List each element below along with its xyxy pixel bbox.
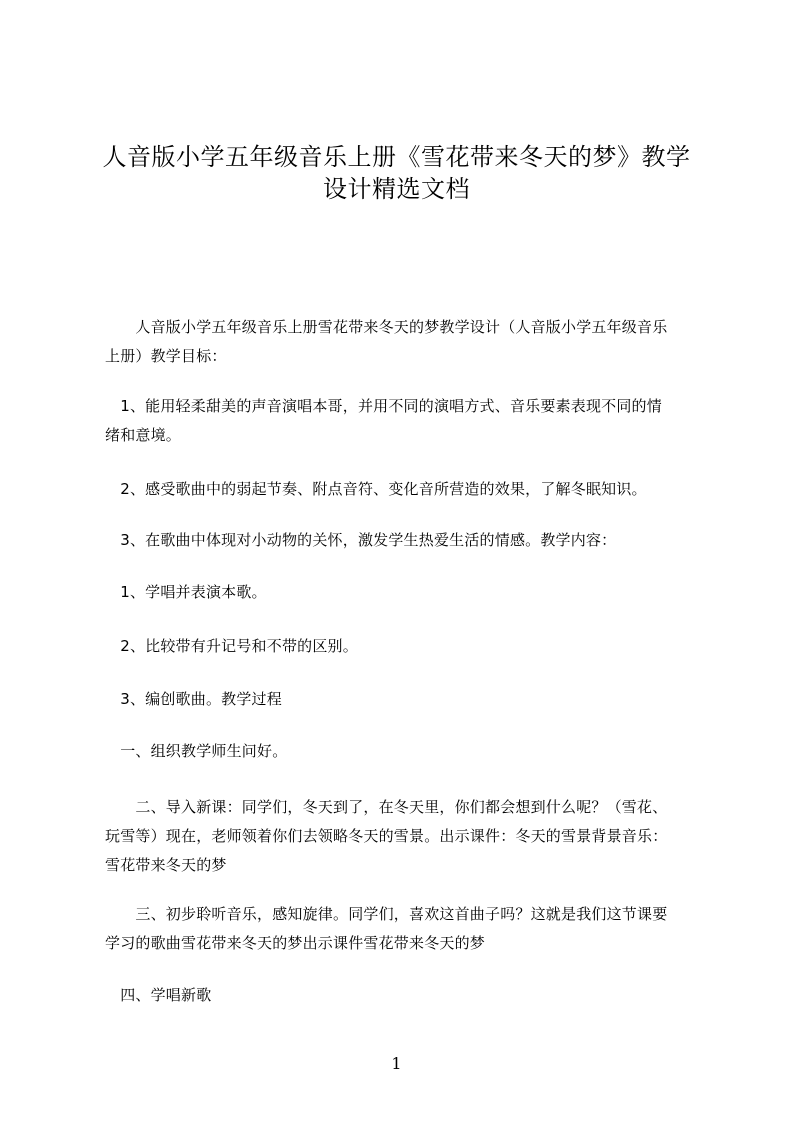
paragraph-line: 1、学唱并表演本歌。	[105, 583, 267, 601]
paragraph-line: 3、在歌曲中体现对小动物的关怀，激发学生热爱生活的情感。教学内容：	[105, 531, 617, 549]
paragraph-content-1	[105, 578, 695, 607]
paragraph-intro	[105, 313, 695, 371]
paragraph-line: 四、学唱新歌	[105, 986, 212, 1004]
paragraph-line: 2、感受歌曲中的弱起节奏、附点音符、变化音所营造的效果，了解冬眠知识。	[105, 480, 647, 498]
paragraph-line: 二、导入新课：同学们，冬天到了，在冬天里，你们都会想到什么呢？（雪花、	[105, 798, 668, 816]
paragraph-step-1	[105, 737, 695, 766]
paragraph-content-2	[105, 632, 695, 661]
paragraph-line: 2、比较带有升记号和不带的区别。	[105, 637, 358, 655]
paragraph-line: 人音版小学五年级音乐上册雪花带来冬天的梦教学设计（人音版小学五年级音乐	[105, 318, 668, 336]
paragraph-line: 1、能用轻柔甜美的声音演唱本哥，并用不同的演唱方式、音乐要素表现不同的情	[105, 397, 662, 415]
paragraph-line: 玩雪等）现在，老师领着你们去领略冬天的雪景。出示课件：冬天的雪景背景音乐：	[105, 827, 668, 845]
page-number: 1	[391, 1054, 402, 1073]
paragraph-step-2	[105, 793, 695, 880]
paragraph-line: 一、组织教学师生问好。	[105, 742, 288, 760]
document-title-line-2: 设计精选文档	[323, 175, 470, 203]
paragraph-content-3	[105, 685, 695, 714]
paragraph-line: 绪和意境。	[105, 426, 182, 444]
paragraph-line: 学习的歌曲雪花带来冬天的梦出示课件雪花带来冬天的梦	[105, 934, 486, 952]
paragraph-goal-3	[105, 526, 695, 555]
paragraph-goal-2	[105, 475, 695, 504]
paragraph-step-3	[105, 900, 695, 958]
paragraph-line: 三、初步聆听音乐，感知旋律。同学们，喜欢这首曲子吗？这就是我们这节课要	[105, 905, 668, 923]
paragraph-goal-1	[105, 392, 695, 450]
paragraph-line: 3、编创歌曲。教学过程	[105, 690, 282, 708]
paragraph-step-4	[105, 981, 695, 1010]
document-title-line-1: 人音版小学五年级音乐上册《雪花带来冬天的梦》教学	[102, 143, 691, 171]
paragraph-line: 上册）教学目标：	[105, 347, 227, 365]
paragraph-line: 雪花带来冬天的梦	[105, 856, 227, 874]
